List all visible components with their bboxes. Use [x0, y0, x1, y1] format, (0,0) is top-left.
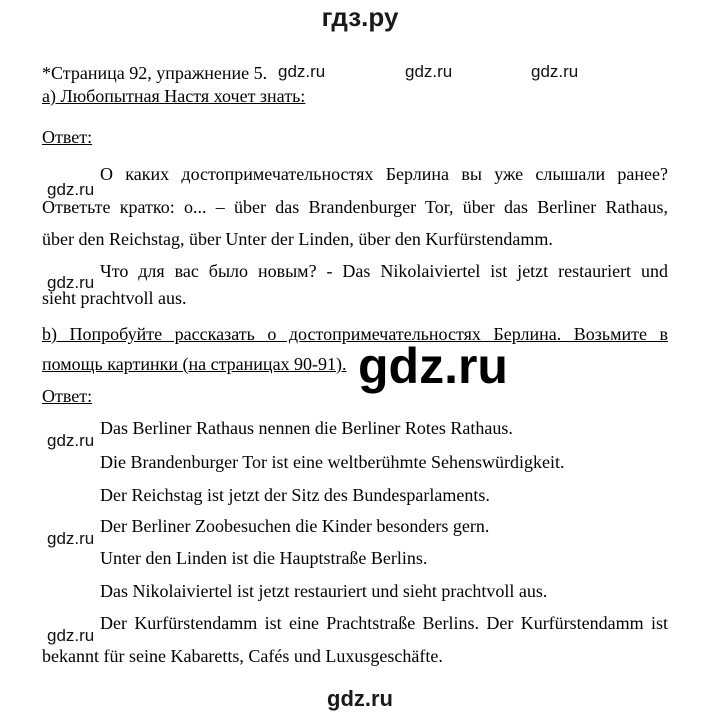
part-a-answer-label: Ответ: [42, 127, 93, 147]
site-footer-logo: gdz.ru [327, 686, 393, 711]
watermark: gdz.ru [47, 180, 95, 199]
part-b-prompt: помощь картинки (на страницах 90-91). [42, 354, 347, 374]
watermark: gdz.ru [47, 626, 95, 645]
part-a-line: О каких достопримечательностях Берлина вы уже слышали ранее? [100, 164, 668, 184]
part-b-prompt: b) Попробуйте рассказать о достопримечательностях Берлина. Возьмите в [42, 324, 668, 344]
part-a-line: über den Reichstag, über Unter der Linden, über den Kurfürstendamm. [42, 229, 553, 249]
watermark: gdz.ru [278, 62, 326, 81]
answer-sentence: Die Brandenburger Tor ist eine weltberühmte Sehenswürdigkeit. [100, 452, 565, 472]
site-header-logo: гдз.ру [321, 2, 399, 32]
part-a-prompt: a) Любопытная Настя хочет знать: [42, 86, 306, 106]
watermark: gdz.ru [47, 273, 95, 292]
answer-sentence: Das Berliner Rathaus nennen die Berliner Rotes Rathaus. [100, 418, 513, 438]
answer-sentence: Der Berliner Zoobesuchen die Kinder besonders gern. [100, 516, 490, 536]
answer-sentence: Unter den Linden ist die Hauptstraße Berlins. [100, 548, 428, 568]
watermark: gdz.ru [531, 62, 579, 81]
exercise-title: *Страница 92, упражнение 5. [42, 63, 268, 83]
answer-sentence: Das Nikolaiviertel ist jetzt restauriert und sieht prachtvoll aus. [100, 581, 548, 601]
watermark-large: gdz.ru [358, 338, 508, 394]
watermark: gdz.ru [47, 431, 95, 450]
part-a-line: Ответьте кратко: о... – über das Brandenburger Tor, über das Berliner Rathaus, [42, 197, 668, 217]
part-a-line: sieht prachtvoll aus. [42, 288, 187, 308]
part-a-line: Что для вас было новым? - Das Nikolaiviertel ist jetzt restauriert und [100, 261, 668, 281]
watermark: gdz.ru [405, 62, 453, 81]
part-b-answer-label: Ответ: [42, 386, 93, 406]
answer-sentence: Der Reichstag ist jetzt der Sitz des Bundesparlaments. [100, 485, 490, 505]
answer-sentence: bekannt für seine Kabaretts, Cafés und Luxusgeschäfte. [42, 646, 443, 666]
answer-sentence: Der Kurfürstendamm ist eine Prachtstraße Berlins. Der Kurfürstendamm ist [100, 613, 668, 633]
watermark: gdz.ru [47, 529, 95, 548]
